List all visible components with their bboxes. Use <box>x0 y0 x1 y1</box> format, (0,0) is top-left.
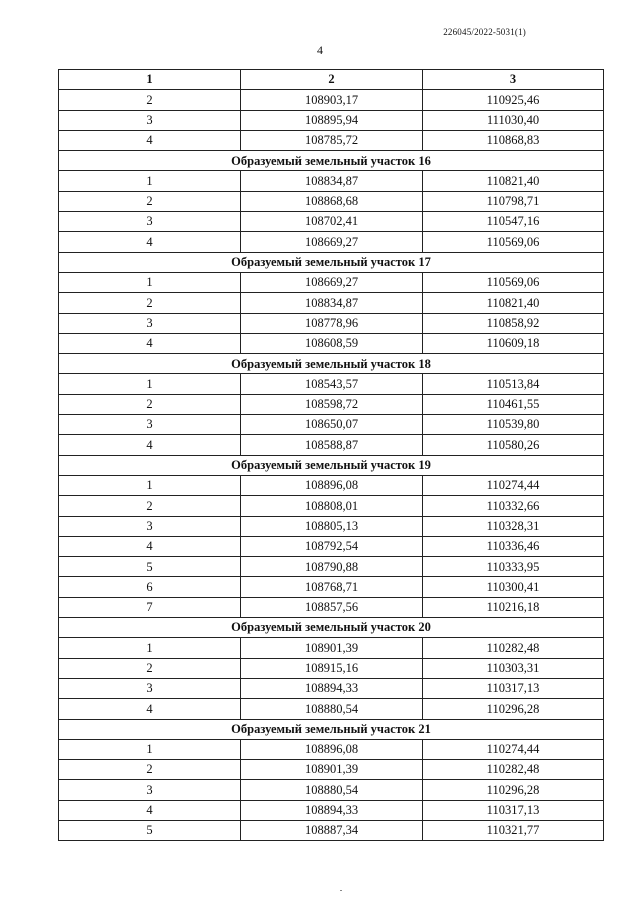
y-coordinate-cell: 110300,41 <box>423 577 604 597</box>
y-coordinate-cell: 110858,92 <box>423 313 604 333</box>
x-coordinate-cell: 108903,17 <box>241 90 423 110</box>
table-row <box>59 475 604 495</box>
x-coordinate-cell: 108894,33 <box>241 800 423 820</box>
table-row <box>59 415 604 435</box>
table-row <box>59 638 604 658</box>
point-number-cell: 2 <box>59 293 241 313</box>
x-coordinate-cell: 108896,08 <box>241 739 423 759</box>
y-coordinate-cell: 110513,84 <box>423 374 604 394</box>
x-coordinate-cell: 108778,96 <box>241 313 423 333</box>
table-row <box>59 800 604 820</box>
point-number-cell: 1 <box>59 374 241 394</box>
section-row <box>59 618 604 638</box>
table-row <box>59 435 604 455</box>
point-number-cell: 4 <box>59 232 241 252</box>
x-coordinate-cell: 108857,56 <box>241 597 423 617</box>
point-number-cell: 4 <box>59 800 241 820</box>
x-coordinate-cell: 108868,68 <box>241 191 423 211</box>
y-coordinate-cell: 110296,28 <box>423 780 604 800</box>
table-row <box>59 90 604 110</box>
table-row <box>59 110 604 130</box>
table-row <box>59 212 604 232</box>
x-coordinate-cell: 108880,54 <box>241 780 423 800</box>
point-number-cell: 1 <box>59 739 241 759</box>
y-coordinate-cell: 110539,80 <box>423 415 604 435</box>
table-row <box>59 333 604 353</box>
point-number-cell: 2 <box>59 760 241 780</box>
point-number-cell: 2 <box>59 394 241 414</box>
section-title: Образуемый земельный участок 17 <box>59 252 604 272</box>
x-coordinate-cell: 108669,27 <box>241 272 423 292</box>
point-number-cell: 1 <box>59 638 241 658</box>
coordinates-table <box>58 69 604 841</box>
x-coordinate-cell: 108790,88 <box>241 557 423 577</box>
y-coordinate-cell: 110282,48 <box>423 760 604 780</box>
point-number-cell: 5 <box>59 820 241 840</box>
y-coordinate-cell: 110798,71 <box>423 191 604 211</box>
column-header-3: 3 <box>423 70 604 90</box>
table-row <box>59 516 604 536</box>
y-coordinate-cell: 110547,16 <box>423 212 604 232</box>
x-coordinate-cell: 108834,87 <box>241 293 423 313</box>
document-registration-number: 226045/2022-5031(1) <box>443 27 526 37</box>
point-number-cell: 3 <box>59 313 241 333</box>
x-coordinate-cell: 108805,13 <box>241 516 423 536</box>
table-row <box>59 597 604 617</box>
table-row <box>59 760 604 780</box>
point-number-cell: 4 <box>59 333 241 353</box>
section-title: Образуемый земельный участок 21 <box>59 719 604 739</box>
point-number-cell: 3 <box>59 516 241 536</box>
x-coordinate-cell: 108808,01 <box>241 496 423 516</box>
y-coordinate-cell: 110296,28 <box>423 699 604 719</box>
y-coordinate-cell: 110332,66 <box>423 496 604 516</box>
x-coordinate-cell: 108702,41 <box>241 212 423 232</box>
point-number-cell: 5 <box>59 557 241 577</box>
table-row <box>59 496 604 516</box>
table-row <box>59 374 604 394</box>
x-coordinate-cell: 108669,27 <box>241 232 423 252</box>
y-coordinate-cell: 110317,13 <box>423 678 604 698</box>
table-row <box>59 780 604 800</box>
section-title: Образуемый земельный участок 20 <box>59 618 604 638</box>
point-number-cell: 3 <box>59 212 241 232</box>
y-coordinate-cell: 110336,46 <box>423 536 604 556</box>
y-coordinate-cell: 110274,44 <box>423 475 604 495</box>
point-number-cell: 3 <box>59 678 241 698</box>
y-coordinate-cell: 110282,48 <box>423 638 604 658</box>
y-coordinate-cell: 110569,06 <box>423 272 604 292</box>
point-number-cell: 2 <box>59 496 241 516</box>
x-coordinate-cell: 108901,39 <box>241 638 423 658</box>
x-coordinate-cell: 108650,07 <box>241 415 423 435</box>
point-number-cell: 1 <box>59 171 241 191</box>
x-coordinate-cell: 108768,71 <box>241 577 423 597</box>
column-header-2: 2 <box>241 70 423 90</box>
point-number-cell: 2 <box>59 191 241 211</box>
section-row <box>59 719 604 739</box>
section-row <box>59 252 604 272</box>
y-coordinate-cell: 110609,18 <box>423 333 604 353</box>
point-number-cell: 7 <box>59 597 241 617</box>
x-coordinate-cell: 108887,34 <box>241 820 423 840</box>
table-row <box>59 536 604 556</box>
point-number-cell: 3 <box>59 415 241 435</box>
scan-speck <box>340 890 342 891</box>
point-number-cell: 3 <box>59 110 241 130</box>
y-coordinate-cell: 110274,44 <box>423 739 604 759</box>
x-coordinate-cell: 108588,87 <box>241 435 423 455</box>
table-row <box>59 293 604 313</box>
x-coordinate-cell: 108598,72 <box>241 394 423 414</box>
y-coordinate-cell: 110925,46 <box>423 90 604 110</box>
y-coordinate-cell: 110321,77 <box>423 820 604 840</box>
table-body <box>59 90 604 841</box>
point-number-cell: 1 <box>59 475 241 495</box>
y-coordinate-cell: 110328,31 <box>423 516 604 536</box>
section-row <box>59 455 604 475</box>
y-coordinate-cell: 110461,55 <box>423 394 604 414</box>
table-row <box>59 820 604 840</box>
point-number-cell: 1 <box>59 272 241 292</box>
table-row <box>59 557 604 577</box>
x-coordinate-cell: 108901,39 <box>241 760 423 780</box>
point-number-cell: 4 <box>59 699 241 719</box>
y-coordinate-cell: 110216,18 <box>423 597 604 617</box>
x-coordinate-cell: 108915,16 <box>241 658 423 678</box>
point-number-cell: 2 <box>59 658 241 678</box>
y-coordinate-cell: 110317,13 <box>423 800 604 820</box>
x-coordinate-cell: 108608,59 <box>241 333 423 353</box>
point-number-cell: 2 <box>59 90 241 110</box>
section-title: Образуемый земельный участок 18 <box>59 354 604 374</box>
point-number-cell: 4 <box>59 130 241 150</box>
x-coordinate-cell: 108895,94 <box>241 110 423 130</box>
x-coordinate-cell: 108543,57 <box>241 374 423 394</box>
column-header-1: 1 <box>59 70 241 90</box>
y-coordinate-cell: 110821,40 <box>423 293 604 313</box>
table-header-row <box>59 70 604 90</box>
y-coordinate-cell: 110333,95 <box>423 557 604 577</box>
y-coordinate-cell: 110569,06 <box>423 232 604 252</box>
x-coordinate-cell: 108785,72 <box>241 130 423 150</box>
point-number-cell: 3 <box>59 780 241 800</box>
section-row <box>59 354 604 374</box>
table-row <box>59 699 604 719</box>
table-row <box>59 577 604 597</box>
x-coordinate-cell: 108880,54 <box>241 699 423 719</box>
table-row <box>59 232 604 252</box>
section-row <box>59 151 604 171</box>
table-row <box>59 678 604 698</box>
table-row <box>59 313 604 333</box>
table-row <box>59 191 604 211</box>
y-coordinate-cell: 110868,83 <box>423 130 604 150</box>
table-header <box>59 70 604 90</box>
table-row <box>59 394 604 414</box>
table-row <box>59 171 604 191</box>
x-coordinate-cell: 108834,87 <box>241 171 423 191</box>
y-coordinate-cell: 111030,40 <box>423 110 604 130</box>
table-row <box>59 658 604 678</box>
page-number: 4 <box>317 43 323 57</box>
point-number-cell: 4 <box>59 536 241 556</box>
section-title: Образуемый земельный участок 19 <box>59 455 604 475</box>
x-coordinate-cell: 108894,33 <box>241 678 423 698</box>
point-number-cell: 6 <box>59 577 241 597</box>
table-row <box>59 272 604 292</box>
table-row <box>59 130 604 150</box>
point-number-cell: 4 <box>59 435 241 455</box>
y-coordinate-cell: 110821,40 <box>423 171 604 191</box>
y-coordinate-cell: 110580,26 <box>423 435 604 455</box>
x-coordinate-cell: 108896,08 <box>241 475 423 495</box>
section-title: Образуемый земельный участок 16 <box>59 151 604 171</box>
table-row <box>59 739 604 759</box>
y-coordinate-cell: 110303,31 <box>423 658 604 678</box>
x-coordinate-cell: 108792,54 <box>241 536 423 556</box>
